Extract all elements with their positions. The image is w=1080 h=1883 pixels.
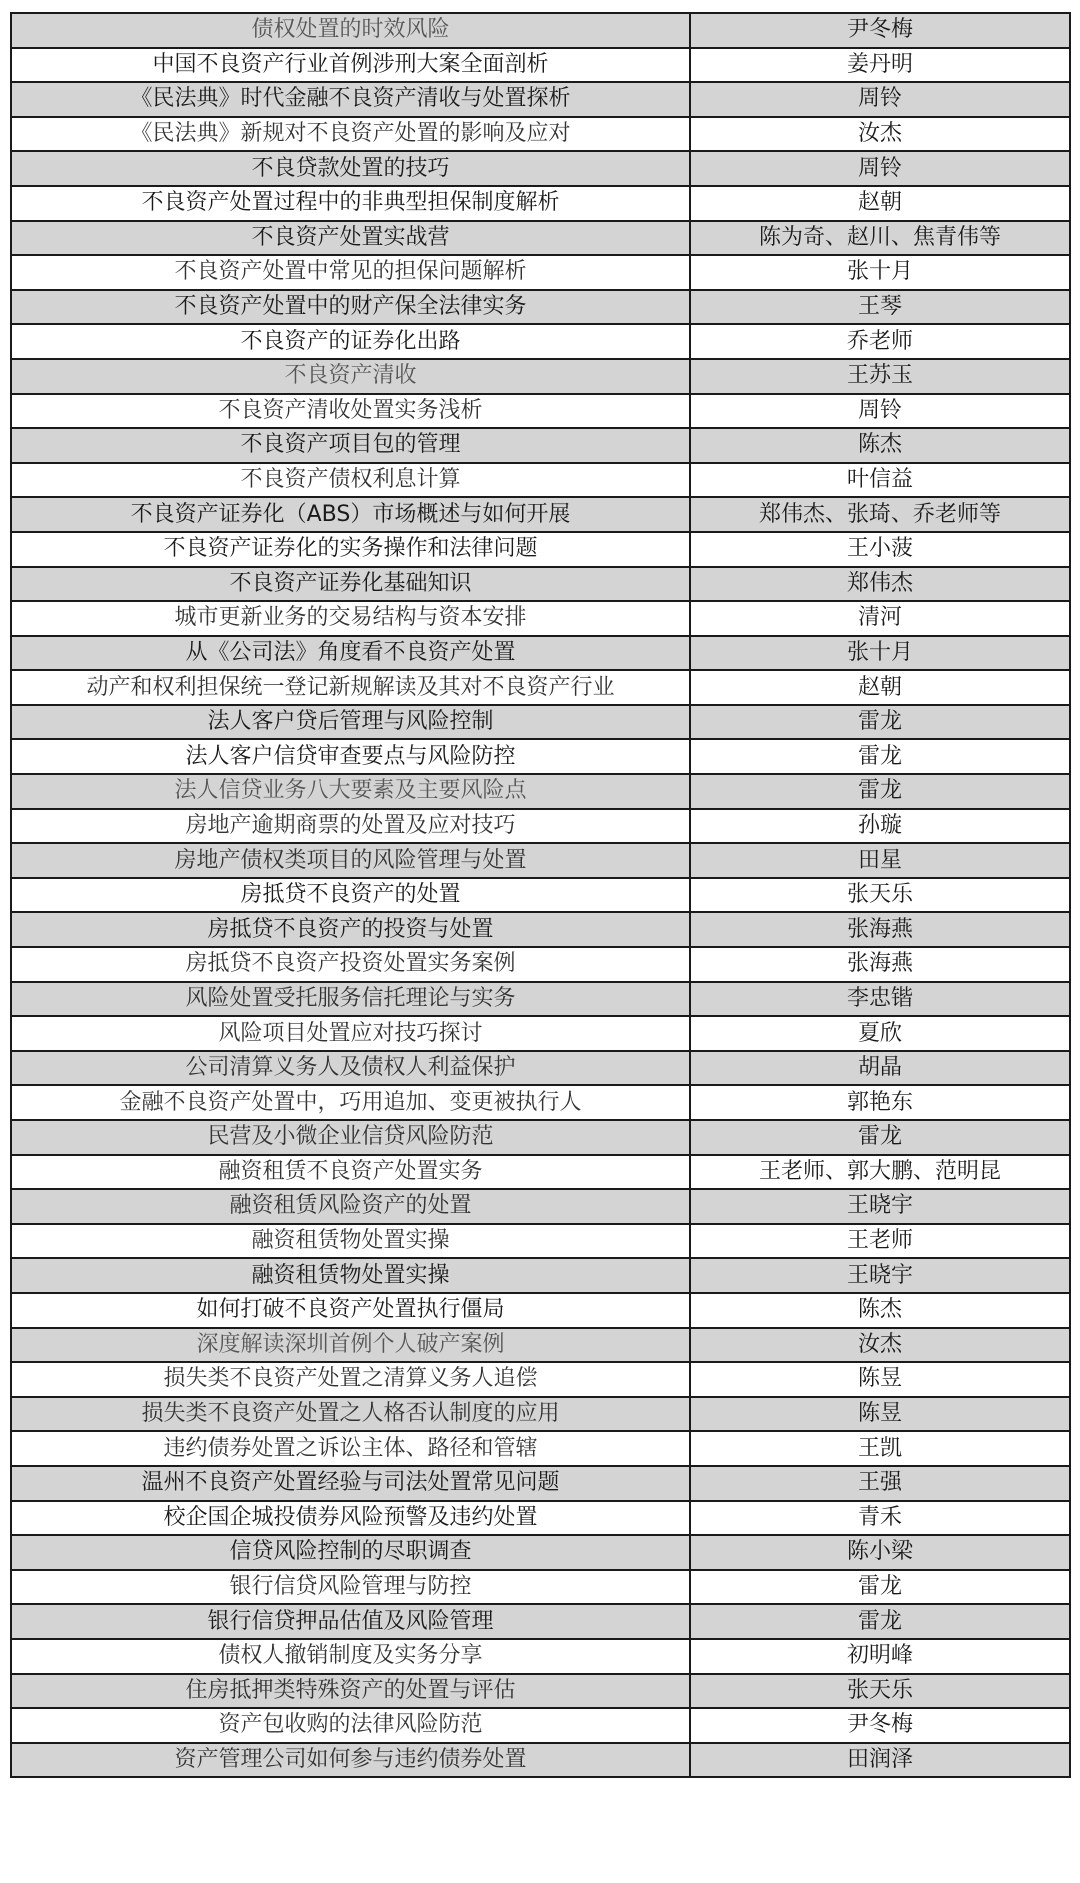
table-row <box>11 186 1070 221</box>
course-title-cell: 法人客户信贷审查要点与风险防控 <box>11 739 690 774</box>
course-title-cell: 资产管理公司如何参与违约债券处置 <box>11 1743 690 1778</box>
lecturer-cell: 王晓宇 <box>690 1258 1070 1293</box>
course-title-cell: 温州不良资产处置经验与司法处置常见问题 <box>11 1466 690 1501</box>
course-title-cell: 房地产逾期商票的处置及应对技巧 <box>11 809 690 844</box>
table-row <box>11 1362 1070 1397</box>
course-title-cell: 不良资产处置过程中的非典型担保制度解析 <box>11 186 690 221</box>
table-row <box>11 359 1070 394</box>
table-row <box>11 48 1070 83</box>
table-row <box>11 1604 1070 1639</box>
course-title-cell: 法人信贷业务八大要素及主要风险点 <box>11 774 690 809</box>
lecturer-cell: 张海燕 <box>690 947 1070 982</box>
course-title-cell: 不良资产的证券化出路 <box>11 324 690 359</box>
lecturer-cell: 陈杰 <box>690 428 1070 463</box>
table-row <box>11 532 1070 567</box>
course-title-cell: 不良资产清收处置实务浅析 <box>11 394 690 429</box>
table-row <box>11 739 1070 774</box>
course-title-cell: 房抵贷不良资产投资处置实务案例 <box>11 947 690 982</box>
lecturer-cell: 姜丹明 <box>690 48 1070 83</box>
table-row <box>11 1155 1070 1190</box>
course-title-cell: 债权人撤销制度及实务分享 <box>11 1639 690 1674</box>
table-row <box>11 809 1070 844</box>
lecturer-cell: 赵朝 <box>690 670 1070 705</box>
lecturer-cell: 夏欣 <box>690 1016 1070 1051</box>
lecturer-cell: 王老师、郭大鹏、范明昆 <box>690 1155 1070 1190</box>
table-row <box>11 1189 1070 1224</box>
lecturer-cell: 张海燕 <box>690 912 1070 947</box>
course-title-cell: 房地产债权类项目的风险管理与处置 <box>11 843 690 878</box>
table-row <box>11 1743 1070 1778</box>
lecturer-cell: 陈杰 <box>690 1293 1070 1328</box>
lecturer-cell: 乔老师 <box>690 324 1070 359</box>
lecturer-cell: 雷龙 <box>690 1120 1070 1155</box>
lecturer-cell: 青禾 <box>690 1501 1070 1536</box>
lecturer-cell: 陈昱 <box>690 1362 1070 1397</box>
table-row <box>11 1085 1070 1120</box>
course-table-body <box>11 13 1070 1777</box>
course-title-cell: 不良资产处置中常见的担保问题解析 <box>11 255 690 290</box>
course-title-cell: 中国不良资产行业首例涉刑大案全面剖析 <box>11 48 690 83</box>
lecturer-cell: 尹冬梅 <box>690 13 1070 48</box>
course-title-cell: 融资租赁物处置实操 <box>11 1224 690 1259</box>
table-row <box>11 1293 1070 1328</box>
table-row <box>11 290 1070 325</box>
lecturer-cell: 雷龙 <box>690 774 1070 809</box>
course-title-cell: 融资租赁物处置实操 <box>11 1258 690 1293</box>
lecturer-cell: 郑伟杰、张琦、乔老师等 <box>690 497 1070 532</box>
course-title-cell: 住房抵押类特殊资产的处置与评估 <box>11 1674 690 1709</box>
lecturer-cell: 田星 <box>690 843 1070 878</box>
table-row <box>11 774 1070 809</box>
lecturer-cell: 陈小梁 <box>690 1535 1070 1570</box>
course-title-cell: 信贷风险控制的尽职调查 <box>11 1535 690 1570</box>
table-row <box>11 567 1070 602</box>
lecturer-cell: 张天乐 <box>690 1674 1070 1709</box>
course-title-cell: 不良资产证券化（ABS）市场概述与如何开展 <box>11 497 690 532</box>
lecturer-cell: 汝杰 <box>690 117 1070 152</box>
course-title-cell: 违约债券处置之诉讼主体、路径和管辖 <box>11 1431 690 1466</box>
table-row <box>11 13 1070 48</box>
lecturer-cell: 尹冬梅 <box>690 1708 1070 1743</box>
table-row <box>11 912 1070 947</box>
lecturer-cell: 陈为奇、赵川、焦青伟等 <box>690 221 1070 256</box>
course-title-cell: 如何打破不良资产处置执行僵局 <box>11 1293 690 1328</box>
table-row <box>11 394 1070 429</box>
table-row <box>11 1397 1070 1432</box>
table-row <box>11 1328 1070 1363</box>
table-row <box>11 1016 1070 1051</box>
course-title-cell: 资产包收购的法律风险防范 <box>11 1708 690 1743</box>
table-row <box>11 1639 1070 1674</box>
course-title-cell: 从《公司法》角度看不良资产处置 <box>11 636 690 671</box>
course-title-cell: 不良资产债权利息计算 <box>11 463 690 498</box>
table-row <box>11 670 1070 705</box>
table-row <box>11 1466 1070 1501</box>
course-title-cell: 风险处置受托服务信托理论与实务 <box>11 982 690 1017</box>
lecturer-cell: 汝杰 <box>690 1328 1070 1363</box>
course-title-cell: 《民法典》时代金融不良资产清收与处置探析 <box>11 82 690 117</box>
table-row <box>11 82 1070 117</box>
course-title-cell: 损失类不良资产处置之人格否认制度的应用 <box>11 1397 690 1432</box>
table-row <box>11 1258 1070 1293</box>
lecturer-cell: 郑伟杰 <box>690 567 1070 602</box>
lecturer-cell: 张天乐 <box>690 878 1070 913</box>
course-title-cell: 不良贷款处置的技巧 <box>11 151 690 186</box>
lecturer-cell: 张十月 <box>690 636 1070 671</box>
course-title-cell: 公司清算义务人及债权人利益保护 <box>11 1051 690 1086</box>
lecturer-cell: 王苏玉 <box>690 359 1070 394</box>
course-title-cell: 银行信贷风险管理与防控 <box>11 1570 690 1605</box>
table-row <box>11 878 1070 913</box>
table-row <box>11 428 1070 463</box>
table-row <box>11 705 1070 740</box>
table-row <box>11 1708 1070 1743</box>
lecturer-cell: 王强 <box>690 1466 1070 1501</box>
course-title-cell: 不良资产项目包的管理 <box>11 428 690 463</box>
lecturer-cell: 王小菠 <box>690 532 1070 567</box>
lecturer-cell: 孙璇 <box>690 809 1070 844</box>
table-row <box>11 601 1070 636</box>
course-title-cell: 房抵贷不良资产的处置 <box>11 878 690 913</box>
lecturer-cell: 王晓宇 <box>690 1189 1070 1224</box>
course-title-cell: 《民法典》新规对不良资产处置的影响及应对 <box>11 117 690 152</box>
course-title-cell: 风险项目处置应对技巧探讨 <box>11 1016 690 1051</box>
lecturer-cell: 雷龙 <box>690 1604 1070 1639</box>
course-title-cell: 校企国企城投债券风险预警及违约处置 <box>11 1501 690 1536</box>
table-row <box>11 1501 1070 1536</box>
table-row <box>11 982 1070 1017</box>
course-title-cell: 不良资产清收 <box>11 359 690 394</box>
table-row <box>11 117 1070 152</box>
course-title-cell: 损失类不良资产处置之清算义务人追偿 <box>11 1362 690 1397</box>
course-title-cell: 融资租赁不良资产处置实务 <box>11 1155 690 1190</box>
lecturer-cell: 陈昱 <box>690 1397 1070 1432</box>
lecturer-cell: 胡晶 <box>690 1051 1070 1086</box>
lecturer-cell: 周铃 <box>690 82 1070 117</box>
lecturer-cell: 雷龙 <box>690 739 1070 774</box>
lecturer-cell: 叶信益 <box>690 463 1070 498</box>
lecturer-cell: 赵朝 <box>690 186 1070 221</box>
lecturer-cell: 雷龙 <box>690 1570 1070 1605</box>
table-row <box>11 1120 1070 1155</box>
lecturer-cell: 张十月 <box>690 255 1070 290</box>
table-row <box>11 255 1070 290</box>
course-title-cell: 城市更新业务的交易结构与资本安排 <box>11 601 690 636</box>
course-title-cell: 金融不良资产处置中，巧用追加、变更被执行人 <box>11 1085 690 1120</box>
lecturer-cell: 李忠锴 <box>690 982 1070 1017</box>
table-row <box>11 221 1070 256</box>
lecturer-cell: 周铃 <box>690 151 1070 186</box>
course-title-cell: 法人客户贷后管理与风险控制 <box>11 705 690 740</box>
table-row <box>11 947 1070 982</box>
lecturer-cell: 田润泽 <box>690 1743 1070 1778</box>
table-row <box>11 843 1070 878</box>
course-title-cell: 融资租赁风险资产的处置 <box>11 1189 690 1224</box>
lecturer-cell: 王琴 <box>690 290 1070 325</box>
course-title-cell: 动产和权利担保统一登记新规解读及其对不良资产行业 <box>11 670 690 705</box>
lecturer-cell: 周铃 <box>690 394 1070 429</box>
table-row <box>11 636 1070 671</box>
table-row <box>11 1224 1070 1259</box>
course-title-cell: 不良资产证券化的实务操作和法律问题 <box>11 532 690 567</box>
table-row <box>11 1431 1070 1466</box>
table-row <box>11 1535 1070 1570</box>
course-title-cell: 深度解读深圳首例个人破产案例 <box>11 1328 690 1363</box>
lecturer-cell: 雷龙 <box>690 705 1070 740</box>
lecturer-cell: 郭艳东 <box>690 1085 1070 1120</box>
table-row <box>11 324 1070 359</box>
table-row <box>11 151 1070 186</box>
course-title-cell: 不良资产处置中的财产保全法律实务 <box>11 290 690 325</box>
course-title-cell: 不良资产证券化基础知识 <box>11 567 690 602</box>
lecturer-cell: 初明峰 <box>690 1639 1070 1674</box>
lecturer-cell: 清河 <box>690 601 1070 636</box>
lecturer-cell: 王老师 <box>690 1224 1070 1259</box>
table-row <box>11 1570 1070 1605</box>
course-title-cell: 民营及小微企业信贷风险防范 <box>11 1120 690 1155</box>
lecturer-cell: 王凯 <box>690 1431 1070 1466</box>
table-row <box>11 1674 1070 1709</box>
course-title-cell: 银行信贷押品估值及风险管理 <box>11 1604 690 1639</box>
course-title-cell: 不良资产处置实战营 <box>11 221 690 256</box>
table-row <box>11 1051 1070 1086</box>
course-title-cell: 房抵贷不良资产的投资与处置 <box>11 912 690 947</box>
table-row <box>11 497 1070 532</box>
table-row <box>11 463 1070 498</box>
course-table <box>10 12 1071 1778</box>
course-title-cell: 债权处置的时效风险 <box>11 13 690 48</box>
